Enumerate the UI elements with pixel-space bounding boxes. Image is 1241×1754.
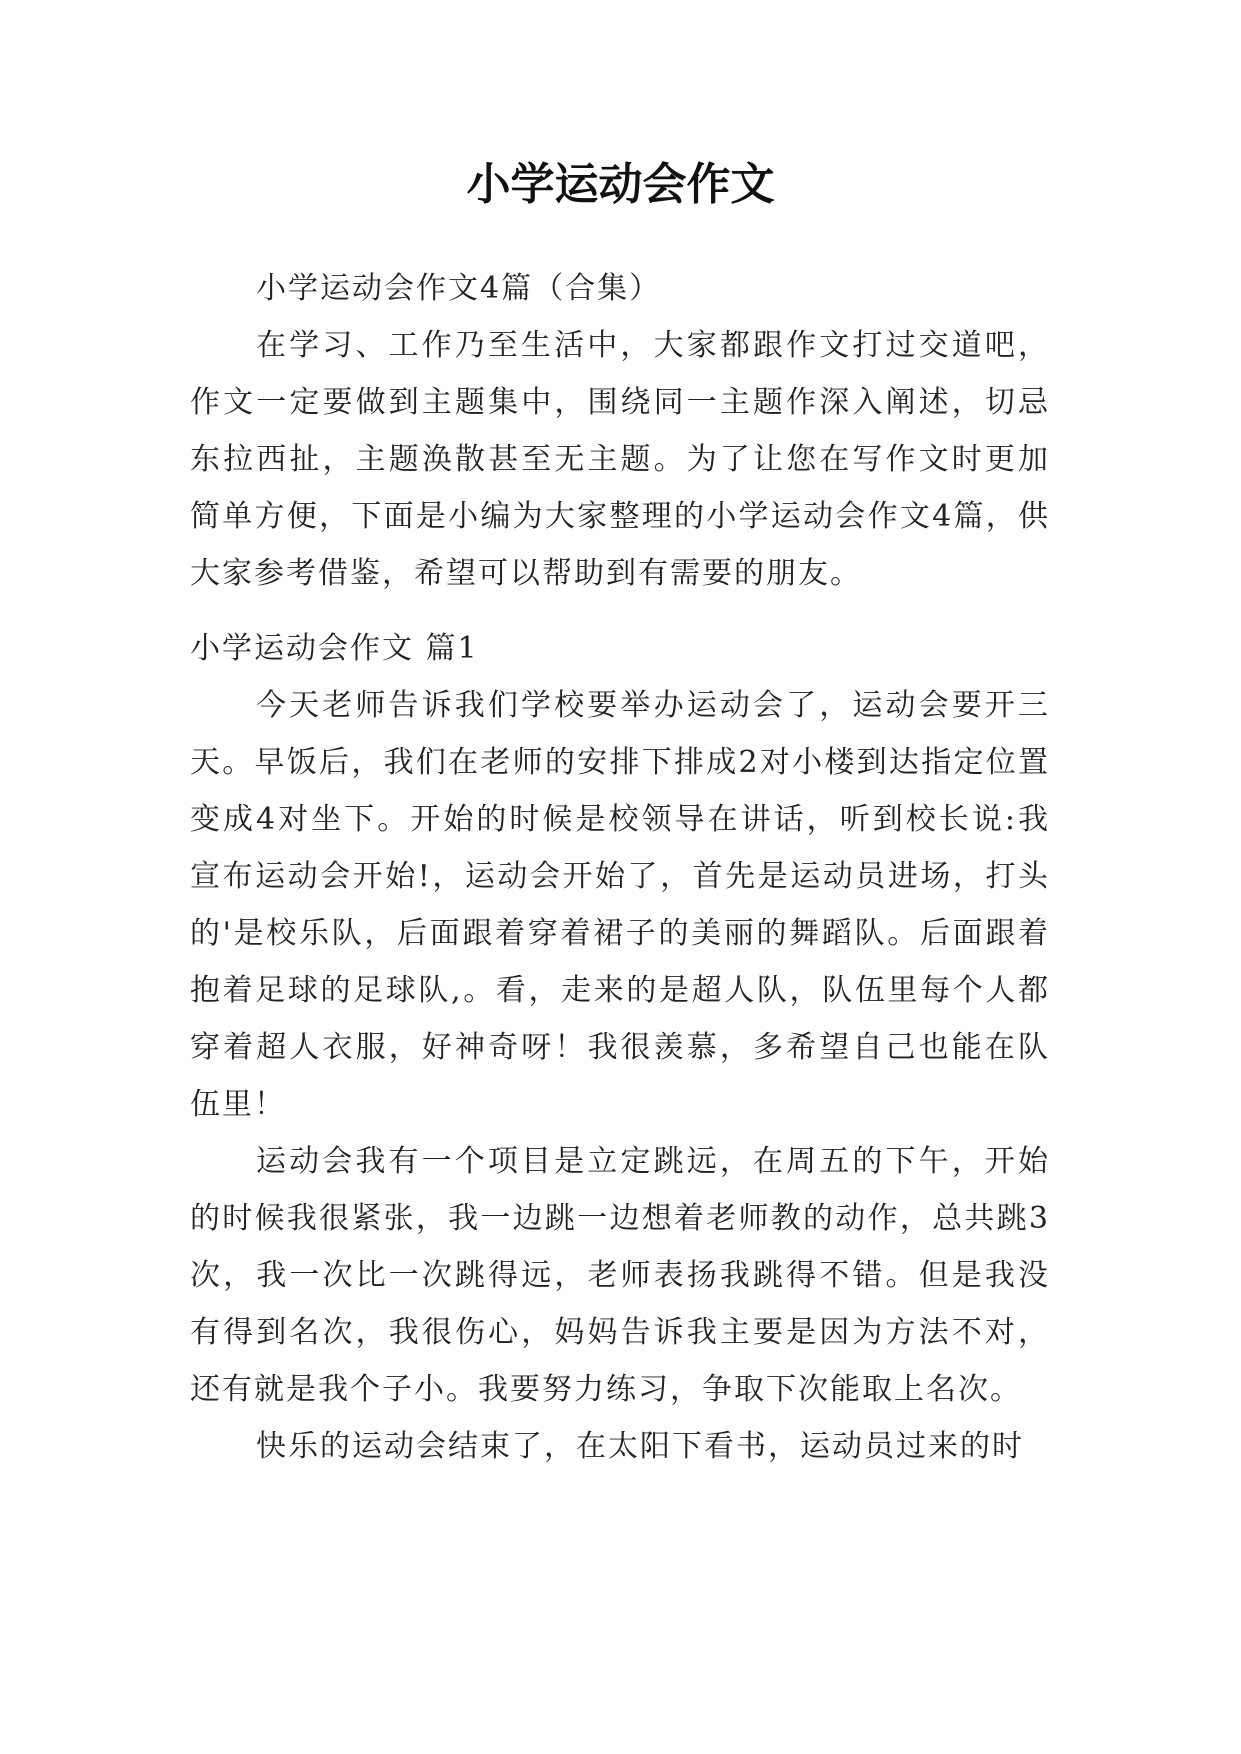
intro-block	[190, 260, 1050, 602]
intro-paragraph: 在学习、工作乃至生活中，大家都跟作文打过交道吧，作文一定要做到主题集中，围绕同一主题作深入阐述，切忌东拉西扯，主题涣散甚至无主题。为了让您在写作文时更加简单方便，下面是小编为大家整理的小学运动会作文4篇，供大家参考借鉴，希望可以帮助到有需要的朋友。	[190, 328, 1050, 591]
section-1	[190, 620, 1050, 1475]
section-paragraph: 运动会我有一个项目是立定跳远，在周五的下午，开始的时候我很紧张，我一边跳一边想着老师教的动作，总共跳3次，我一次比一次跳得远，老师表扬我跳得不错。但是我没有得到名次，我很伤心，妈妈告诉我主要是因为方法不对，还有就是我个子小。我要努力练习，争取下次能取上名次。	[190, 1144, 1050, 1407]
section-heading: 小学运动会作文 篇1	[190, 631, 479, 666]
document-subtitle: 小学运动会作文4篇（合集）	[256, 271, 662, 306]
section-paragraph: 今天老师告诉我们学校要举办运动会了，运动会要开三天。早饭后，我们在老师的安排下排成2对小楼到达指定位置变成4对坐下。开始的时候是校领导在讲话，听到校长说:我宣布运动会开始!，运动会开始了，首先是运动员进场，打头的'是校乐队，后面跟着穿着裙子的美丽的舞蹈队。后面跟着抱着足球的足球队,。看，走来的是超人队，队伍里每个人都穿着超人衣服，好神奇呀！我很羡慕，多希望自己也能在队伍里！	[190, 688, 1050, 1122]
section-paragraph: 快乐的运动会结束了，在太阳下看书，运动员过来的时	[256, 1429, 1024, 1464]
document-title: 小学运动会作文	[466, 159, 775, 210]
